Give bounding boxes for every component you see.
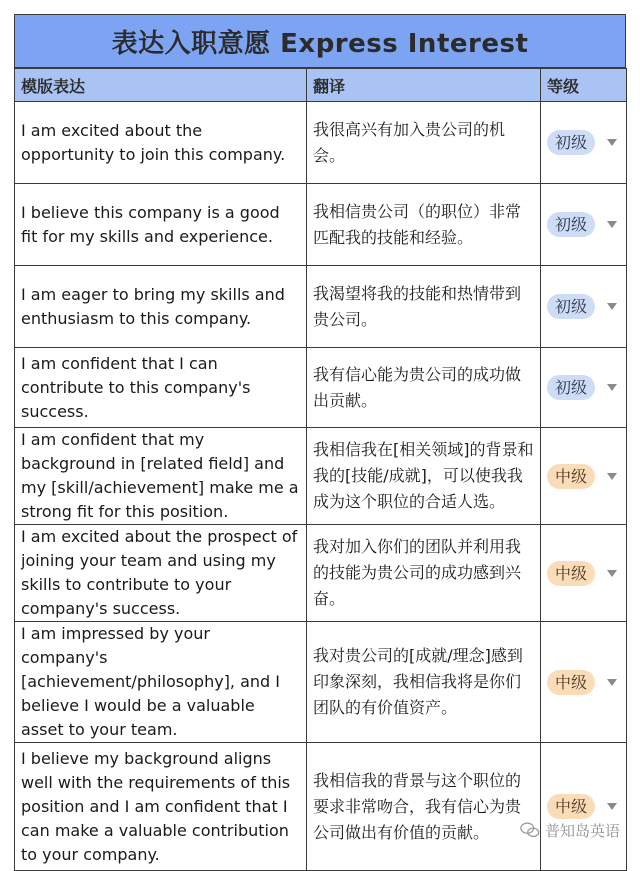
level-cell[interactable] (541, 266, 627, 348)
watermark (519, 819, 620, 841)
level-tag: 初级 (547, 294, 595, 319)
level-cell[interactable] (541, 102, 627, 184)
template-cell: I am confident that my background in [related field] and my [skill/achievement] make me a strong fit for this position. (15, 428, 307, 525)
table-row (15, 348, 627, 428)
dropdown-caret-icon[interactable] (607, 473, 617, 480)
translation-cell: 我很高兴有加入贵公司的机会。 (307, 102, 541, 184)
level-tag: 初级 (547, 375, 595, 400)
template-cell: I am excited about the prospect of joining your team and using my skills to contribute to your company's success. (15, 525, 307, 622)
table-row (15, 743, 627, 871)
dropdown-caret-icon[interactable] (607, 679, 617, 686)
level-cell[interactable] (541, 525, 627, 622)
template-cell: I believe my background aligns well with the requirements of this position and I am confident that I can make a valuable contribution to your company. (15, 743, 307, 871)
translation-cell: 我相信我在[相关领域]的背景和我的[技能/成就]，可以使我我成为这个职位的合适人选。 (307, 428, 541, 525)
level-cell[interactable] (541, 348, 627, 428)
header-template: 模版表达 (15, 69, 307, 102)
table-row (15, 622, 627, 743)
dropdown-caret-icon[interactable] (607, 570, 617, 577)
expression-sheet (14, 14, 626, 871)
template-cell: I am excited about the opportunity to join this company. (15, 102, 307, 184)
level-cell[interactable] (541, 184, 627, 266)
template-cell: I am confident that I can contribute to this company's success. (15, 348, 307, 428)
template-cell: I believe this company is a good fit for my skills and experience. (15, 184, 307, 266)
level-tag: 中级 (547, 794, 595, 819)
template-cell: I am impressed by your company's [achievement/philosophy], and I believe I would be a valuable asset to your team. (15, 622, 307, 743)
translation-cell: 我相信贵公司（的职位）非常匹配我的技能和经验。 (307, 184, 541, 266)
level-cell[interactable] (541, 622, 627, 743)
level-tag: 初级 (547, 212, 595, 237)
level-cell[interactable] (541, 743, 627, 871)
level-tag: 初级 (547, 130, 595, 155)
header-row (15, 69, 627, 102)
table-row (15, 525, 627, 622)
translation-cell: 我对加入你们的团队并利用我的技能为贵公司的成功感到兴奋。 (307, 525, 541, 622)
dropdown-caret-icon[interactable] (607, 384, 617, 391)
table-row (15, 102, 627, 184)
table-row (15, 266, 627, 348)
translation-cell: 我渴望将我的技能和热情带到贵公司。 (307, 266, 541, 348)
dropdown-caret-icon[interactable] (607, 139, 617, 146)
template-cell: I am eager to bring my skills and enthusiasm to this company. (15, 266, 307, 348)
level-tag: 中级 (547, 561, 595, 586)
dropdown-caret-icon[interactable] (607, 803, 617, 810)
dropdown-caret-icon[interactable] (607, 303, 617, 310)
header-level: 等级 (541, 69, 627, 102)
table-row (15, 184, 627, 266)
level-tag: 中级 (547, 464, 595, 489)
level-cell[interactable] (541, 428, 627, 525)
header-translation: 翻译 (307, 69, 541, 102)
translation-cell: 我相信我的背景与这个职位的要求非常吻合，我有信心为贵公司做出有价值的贡献。 (307, 743, 541, 871)
wechat-icon (519, 819, 541, 841)
dropdown-caret-icon[interactable] (607, 221, 617, 228)
table-row (15, 428, 627, 525)
level-tag: 中级 (547, 670, 595, 695)
translation-cell: 我对贵公司的[成就/理念]感到印象深刻，我相信我将是你们团队的有价值资产。 (307, 622, 541, 743)
translation-cell: 我有信心能为贵公司的成功做出贡献。 (307, 348, 541, 428)
expression-table (14, 68, 627, 871)
watermark-text: 普知岛英语 (544, 821, 620, 840)
sheet-title: 表达入职意愿 Express Interest (14, 14, 626, 68)
